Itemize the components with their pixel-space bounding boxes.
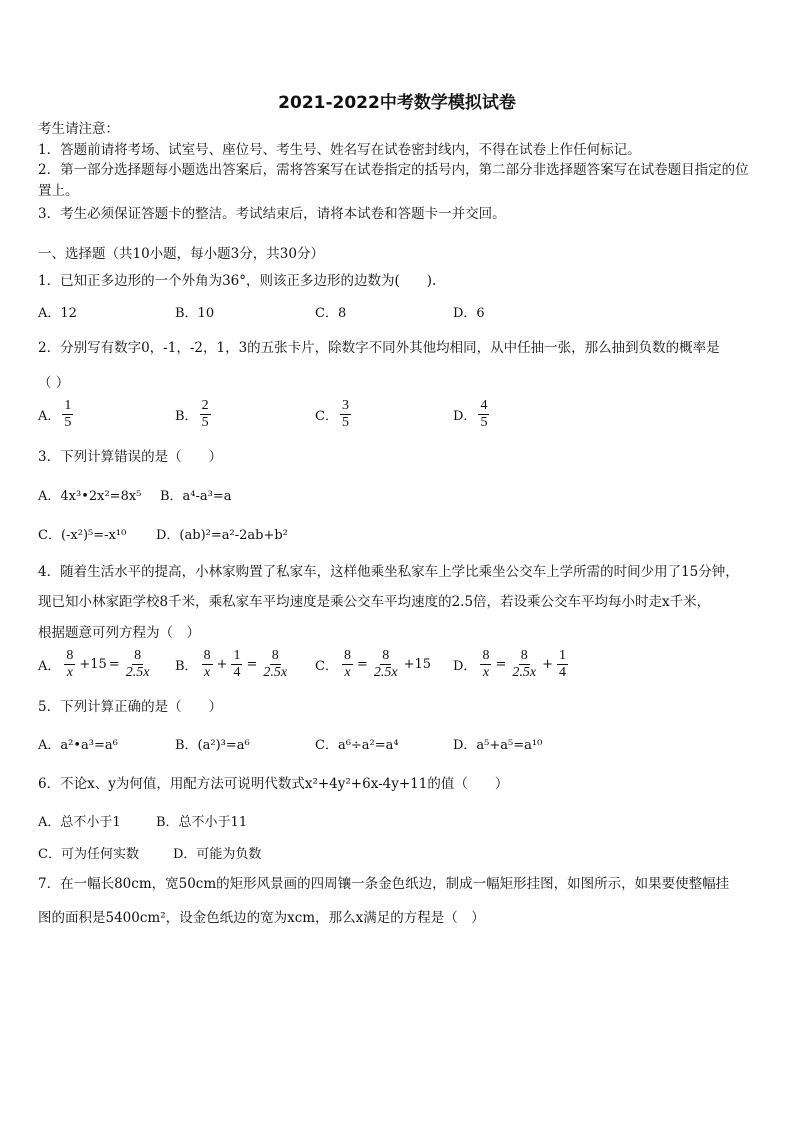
q4-line-2: 现已知小林家距学校8千米，乘私家车平均速度是乘公交车平均速度的2.5倍，若设乘公交车平均每小时走x千米， bbox=[38, 594, 711, 610]
notice-item-3: 3．考生必须保证答题卡的整洁。考试结束后，请将本试卷和答题卡一并交回。 bbox=[38, 206, 506, 222]
q2-paren: （ ） bbox=[38, 375, 70, 391]
q2-d-denominator: 5 bbox=[480, 415, 488, 430]
q4-line-3: 根据题意可列方程为（ ） bbox=[38, 625, 200, 641]
q4-line-1: 4．随着生活水平的提高，小林家购置了私家车，这样他乘坐私家车上学比乘坐公交车上学所需的时间少用了15分钟， bbox=[38, 564, 739, 580]
q2-option-d: D． $\frac{4}{5}$ bbox=[453, 398, 488, 430]
q6-option-b: B．总不小于11 bbox=[156, 815, 248, 830]
q2-c-numerator: 3 bbox=[341, 398, 349, 413]
q2-a-denominator: 5 bbox=[64, 415, 72, 430]
q3-stem: 3．下列计算错误的是（ ） bbox=[38, 449, 223, 465]
q3-option-a: A．4x³•2x²=8x⁵ bbox=[38, 489, 142, 504]
q3-option-b: B．a⁴-a³=a bbox=[160, 489, 232, 504]
q2-b-numerator: 2 bbox=[201, 398, 209, 413]
page-title: 2021-2022中考数学模拟试卷 bbox=[278, 93, 516, 113]
q2-option-a: A． $\frac{1}{5}$ bbox=[38, 398, 72, 430]
notice-item-1: 1．答题前请将考场、试室号、座位号、考生号、姓名写在试卷密封线内，不得在试卷上作任何标记。 bbox=[38, 142, 641, 158]
q6-option-d: D．可能为负数 bbox=[173, 847, 262, 862]
q5-stem: 5．下列计算正确的是（ ） bbox=[38, 699, 223, 715]
q5-option-c: C．a⁶÷a²=a⁴ bbox=[315, 738, 399, 753]
q5-option-d: D．a⁵+a⁵=a¹⁰ bbox=[453, 738, 543, 753]
q4-option-c: C． $\frac{8}{x}$ = $\frac{8}{2.5x}$ +15 bbox=[315, 648, 432, 680]
q5-option-b: B．(a²)³=a⁶ bbox=[175, 738, 250, 753]
q2-d-numerator: 4 bbox=[480, 398, 488, 413]
q7-line-2: 图的面积是5400cm²，设金色纸边的宽为xcm，那么x满足的方程是（ ） bbox=[38, 910, 485, 926]
q4-option-a: A． $\frac{8}{x}$ +15 = $\frac{8}{2.5x}$ bbox=[38, 648, 150, 680]
q2-a-numerator: 1 bbox=[64, 398, 72, 413]
q1-option-d: D．6 bbox=[453, 306, 485, 321]
q1-option-a: A．12 bbox=[38, 306, 77, 321]
q3-option-d: D．(ab)²=a²-2ab+b² bbox=[156, 528, 288, 543]
q4-option-b: B． $\frac{8}{x}$ + $\frac{1}{4}$ = $\frac{8}{2.5x}$ bbox=[175, 648, 288, 680]
section-heading: 一、选择题（共10小题，每小题3分，共30分） bbox=[38, 246, 324, 262]
q2-option-b: B． $\frac{2}{5}$ bbox=[175, 398, 209, 430]
q2-b-denominator: 5 bbox=[201, 415, 209, 430]
q3-option-c: C．(-x²)⁵=-x¹⁰ bbox=[38, 528, 127, 543]
q6-stem: 6．不论x、y为何值，用配方法可说明代数式x²+4y²+6x-4y+11的值（ ） bbox=[38, 776, 509, 792]
q2-stem: 2．分别写有数字0，-1，-2，1，3的五张卡片，除数字不同外其他均相同，从中任抽一张，那么抽到负数的概率是 bbox=[38, 340, 720, 356]
q6-option-a: A．总不小于1 bbox=[38, 815, 121, 830]
q7-line-1: 7．在一幅长80cm，宽50cm的矩形风景画的四周镶一条金色纸边，制成一幅矩形挂图，如图所示，如果要使整幅挂 bbox=[38, 876, 730, 892]
q1-option-c: C．8 bbox=[315, 306, 347, 321]
q1-option-b: B．10 bbox=[175, 306, 215, 321]
notice-heading: 考生请注意： bbox=[38, 121, 119, 137]
q2-c-denominator: 5 bbox=[341, 415, 349, 430]
q2-option-c: C． $\frac{3}{5}$ bbox=[315, 398, 349, 430]
q6-option-c: C．可为任何实数 bbox=[38, 847, 139, 862]
q1-stem: 1．已知正多边形的一个外角为36°，则该正多边形的边数为( ). bbox=[38, 273, 437, 289]
notice-item-2: 2．第一部分选择题每小题选出答案后，需将答案写在试卷指定的括号内，第二部分非选择题答案写在试卷题目指定的位置上。 bbox=[38, 162, 749, 199]
q4-option-d: D． $\frac{8}{x}$ = $\frac{8}{2.5x}$ + $\frac{1}{4}$ bbox=[453, 648, 566, 680]
q5-option-a: A．a²•a³=a⁶ bbox=[38, 738, 118, 753]
